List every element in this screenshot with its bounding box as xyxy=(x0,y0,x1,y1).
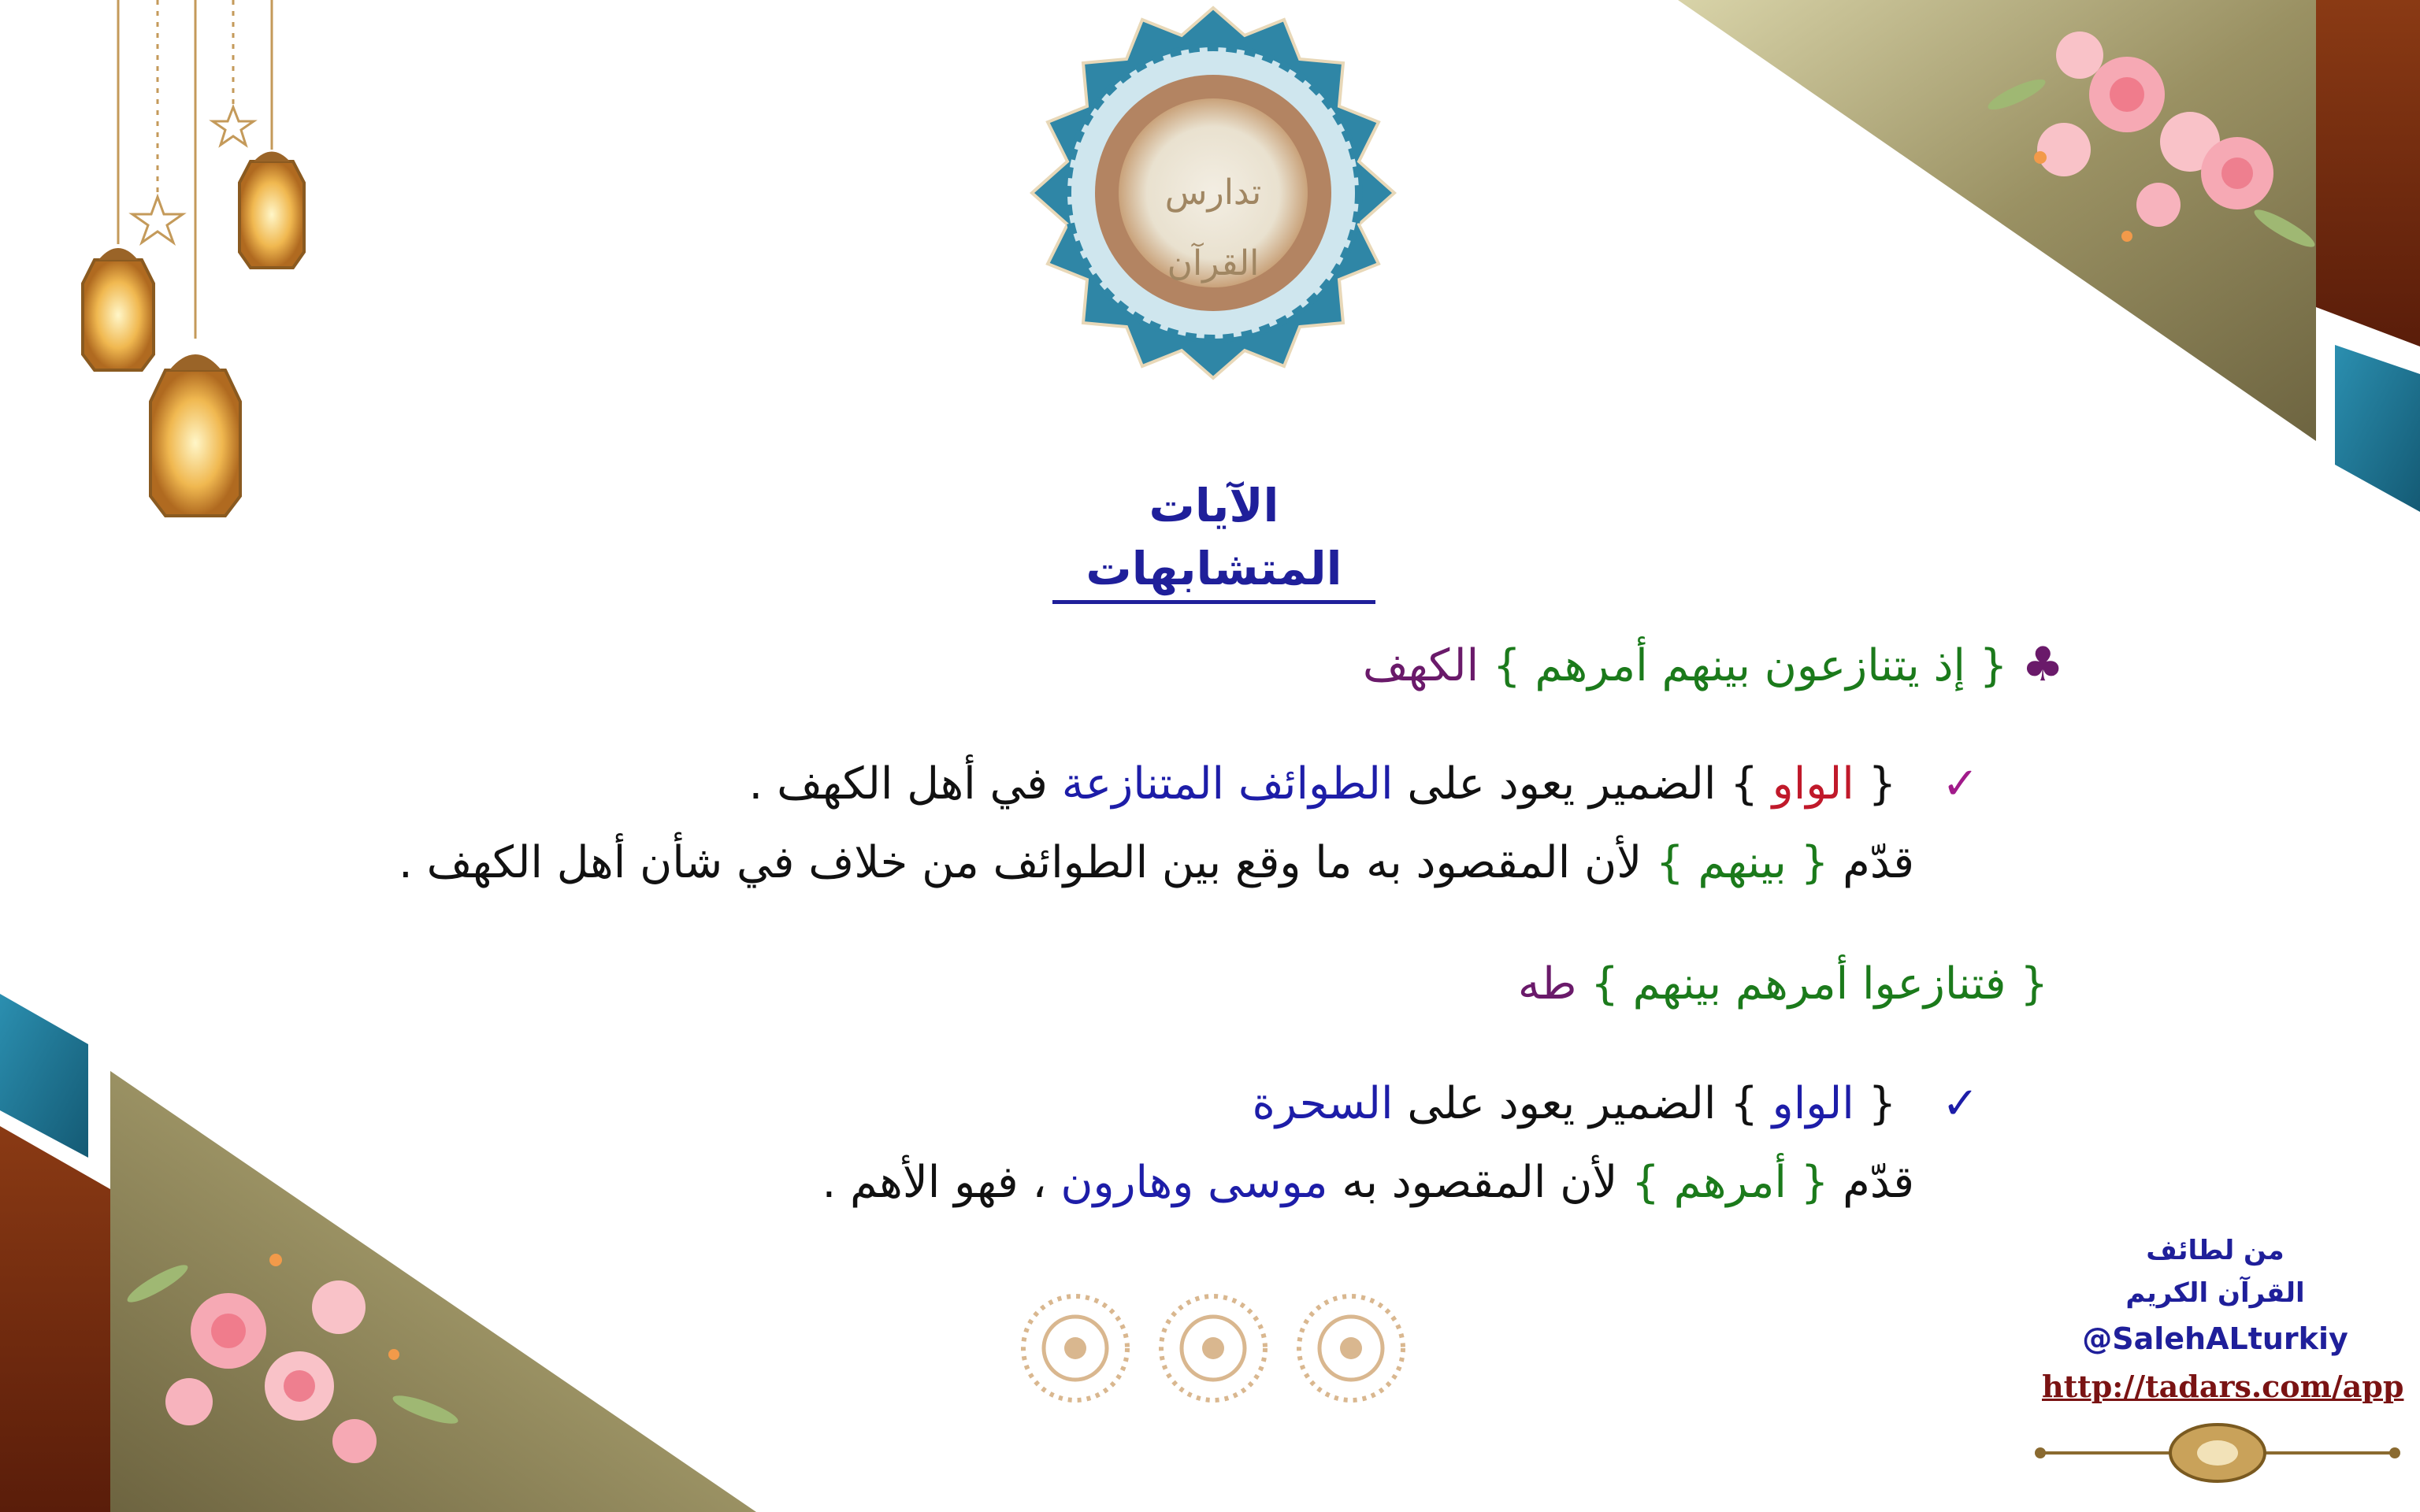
credit-line1: من لطائف xyxy=(2146,1235,2285,1266)
credit-line2: القرآن الكريم xyxy=(2125,1277,2305,1309)
section2-verse: { فتنازعوا أمرهم بينهم } xyxy=(1590,958,2048,1010)
close-brace: } xyxy=(1730,1078,1758,1129)
open-brace: { xyxy=(1868,758,1897,810)
top-right-teal-tab xyxy=(2335,345,2420,512)
top-right-olive-shape xyxy=(1678,0,2316,441)
section2-point1-text-a: الضمير يعود على xyxy=(1407,1078,1717,1129)
section1-point2-prefix: قدّم xyxy=(1843,837,1914,888)
top-right-brown-band xyxy=(2316,0,2420,346)
section2-point1-highlight: السحرة xyxy=(1252,1078,1394,1129)
section1-point1-line xyxy=(748,754,1979,814)
section1-surah: الكهف xyxy=(1362,640,1479,691)
section2-point2-keyword: أمرهم xyxy=(1673,1157,1787,1208)
section1-point2-text: لأن المقصود به ما وقع بين الطوائف من خلاف في شأن أهل الكهف . xyxy=(399,837,1642,888)
open-brace: { xyxy=(1800,837,1829,888)
section1-point1-keyword: الواو xyxy=(1772,758,1854,810)
checkmark-icon: ✓ xyxy=(1942,758,1979,810)
ornament-divider xyxy=(2035,1425,2400,1481)
bottom-left-brown-band xyxy=(0,1126,110,1512)
section2-point2-highlight: موسى وهارون xyxy=(1060,1157,1328,1208)
section1-verse: { إذ يتنازعون بينهم أمرهم } xyxy=(1492,640,2008,691)
section1-verse-line xyxy=(1363,635,2064,696)
section2-point2-prefix: قدّم xyxy=(1843,1157,1914,1208)
open-brace: { xyxy=(1868,1078,1897,1129)
section2-verse-line xyxy=(1518,954,2048,1014)
section2-point2-line xyxy=(822,1153,1914,1213)
credit-url-link[interactable]: http://tadars.com/app xyxy=(2042,1369,2404,1404)
section2-point2-text-b: ، فهو الأهم . xyxy=(822,1157,1047,1208)
credit-handle: @SalehALturkiy xyxy=(2082,1321,2348,1356)
page-title: الآيات المتشابهات xyxy=(1052,474,1375,604)
section2-point2-text-a: لأن المقصود به xyxy=(1342,1157,1618,1208)
open-brace: { xyxy=(1800,1157,1829,1208)
close-brace: } xyxy=(1730,758,1758,810)
section2-point1-keyword: الواو xyxy=(1772,1078,1854,1129)
lanterns-decoration xyxy=(83,0,304,516)
close-brace: } xyxy=(1655,837,1684,888)
rosette-ornaments xyxy=(1023,1296,1403,1400)
close-brace: } xyxy=(1631,1157,1660,1208)
section1-point2-keyword: بينهم xyxy=(1698,837,1787,888)
checkmark-icon: ✓ xyxy=(1942,1078,1979,1129)
club-symbol-icon: ♣ xyxy=(2021,637,2064,692)
section1-point1-text-b: في أهل الكهف . xyxy=(748,758,1048,810)
section1-point2-line xyxy=(399,833,1914,893)
bottom-left-olive-shape xyxy=(110,1071,756,1512)
section2-point1-line xyxy=(1253,1074,1979,1134)
section2-surah: طه xyxy=(1517,958,1577,1010)
logo-calligraphy: تدارس القرآن xyxy=(1164,172,1262,284)
section1-point1-text-a: الضمير يعود على xyxy=(1407,758,1717,810)
bottom-left-teal-tab xyxy=(0,994,88,1158)
section1-point1-highlight: الطوائف المتنازعة xyxy=(1061,758,1394,810)
